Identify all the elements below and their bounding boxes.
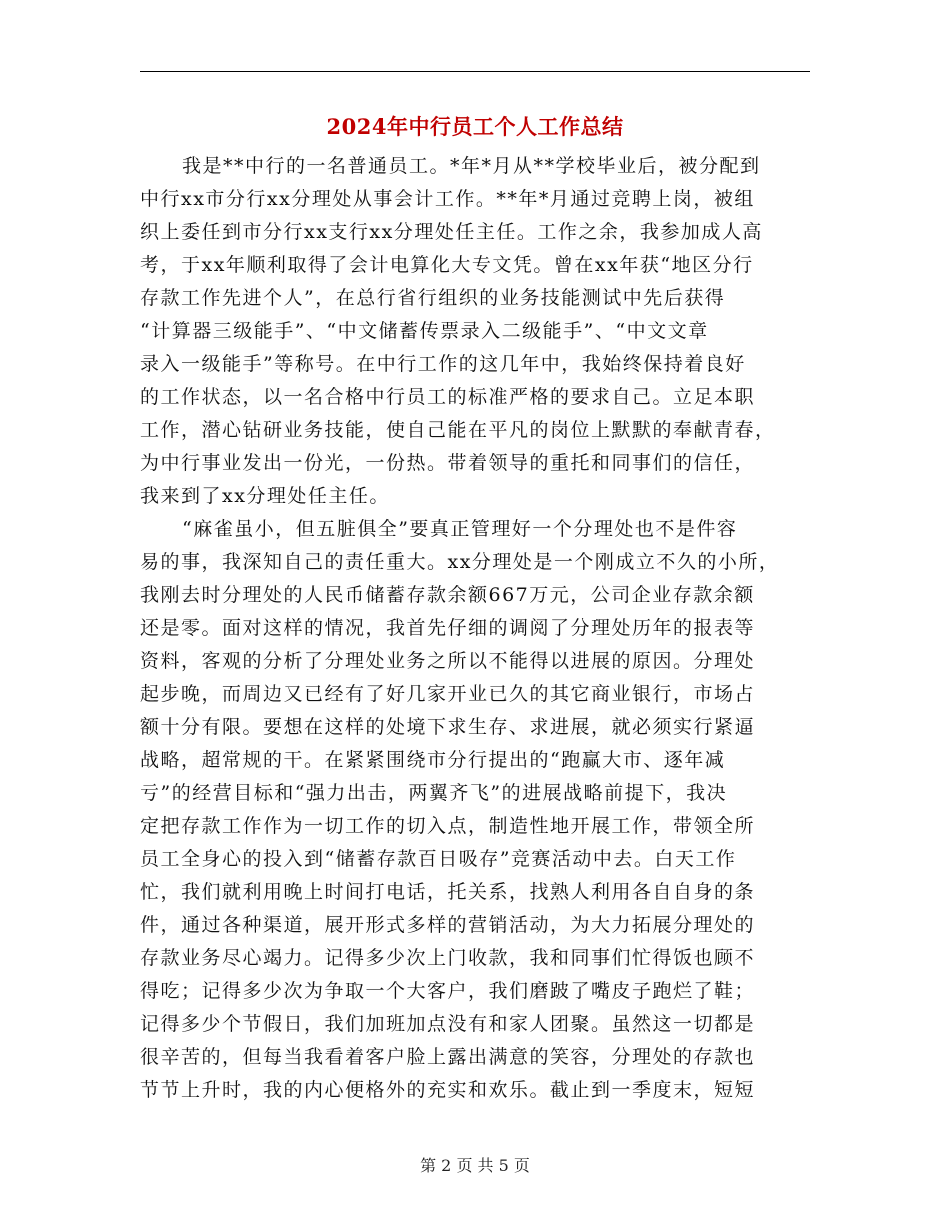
document-body: [140, 150, 810, 1107]
header-rule: [140, 71, 810, 72]
text-line: 存款工作先进个人”，在总行省行组织的业务技能测试中先后获得: [140, 287, 726, 309]
text-line: 忙，我们就利用晚上时间打电话，托关系，找熟人利用各自自身的条: [140, 881, 756, 903]
document-title: 2024年中行员工个人工作总结: [326, 114, 624, 139]
text-line: 员工全身心的投入到“储蓄存款百日吸存”竞赛活动中去。白天工作: [140, 848, 737, 870]
text-line: 工作，潜心钻研业务技能，使自己能在平凡的岗位上默默的奉献青春，: [140, 419, 776, 441]
text-line: 我刚去时分理处的人民币储蓄存款余额667万元，公司企业存款余额: [140, 584, 755, 606]
paragraph-1: [140, 150, 810, 513]
text-line: 得吃；记得多少次为争取一个大客户，我们磨跛了嘴皮子跑烂了鞋；: [140, 980, 756, 1002]
text-line: 织上委任到市分行xx支行xx分理处任主任。工作之余，我参加成人高: [140, 221, 763, 243]
text-line: “计算器三级能手”、“中文储蓄传票录入二级能手”、“中文文章: [140, 320, 709, 342]
text-line: 存款业务尽心竭力。记得多少次上门收款，我和同事们忙得饭也顾不: [140, 947, 756, 969]
text-line: 起步晚，而周边又已经有了好几家开业已久的其它商业银行，市场占: [140, 683, 756, 705]
text-line: 我是**中行的一名普通员工。*年*月从**学校毕业后，被分配到: [182, 155, 761, 177]
page-number-footer: 第 2 页 共 5 页: [420, 1156, 530, 1175]
text-line: 还是零。面对这样的情况，我首先仔细的调阅了分理处历年的报表等: [140, 617, 756, 639]
text-line: 考，于xx年顺利取得了会计电算化大专文凭。曾在xx年获“地区分行: [140, 254, 754, 276]
text-line: 录入一级能手”等称号。在中行工作的这几年中，我始终保持着良好: [140, 353, 746, 375]
text-line: 资料，客观的分析了分理处业务之所以不能得以进展的原因。分理处: [140, 650, 756, 672]
paragraph-2: [140, 513, 810, 1107]
text-line: 的工作状态，以一名合格中行员工的标准严格的要求自己。立足本职: [140, 386, 756, 408]
text-line: 件，通过各种渠道，展开形式多样的营销活动，为大力拓展分理处的: [140, 914, 756, 936]
text-line: 定把存款工作作为一切工作的切入点，制造性地开展工作，带领全所: [140, 815, 756, 837]
text-line: 亏”的经营目标和“强力出击，两翼齐飞”的进展战略前提下，我决: [140, 782, 728, 804]
text-line: 额十分有限。要想在这样的处境下求生存、求进展，就必须实行紧逼: [140, 716, 756, 738]
text-line: 很辛苦的，但每当我看着客户脸上露出满意的笑容，分理处的存款也: [140, 1046, 756, 1068]
text-line: 记得多少个节假日，我们加班加点没有和家人团聚。虽然这一切都是: [140, 1013, 756, 1035]
text-line: 为中行事业发出一份光，一份热。带着领导的重托和同事们的信任，: [140, 452, 756, 474]
text-line: 中行xx市分行xx分理处从事会计工作。**年*月通过竞聘上岗，被组: [140, 188, 755, 210]
text-line: 易的事，我深知自己的责任重大。xx分理处是一个刚成立不久的小所，: [140, 551, 780, 573]
text-line: “麻雀虽小，但五脏俱全”要真正管理好一个分理处也不是件容: [182, 518, 738, 540]
text-line: 我来到了xx分理处任主任。: [140, 485, 390, 507]
text-line: 节节上升时，我的内心便格外的充实和欢乐。截止到一季度末，短短: [140, 1079, 756, 1101]
text-line: 战略，超常规的干。在紧紧围绕市分行提出的“跑赢大市、逐年减: [140, 749, 726, 771]
